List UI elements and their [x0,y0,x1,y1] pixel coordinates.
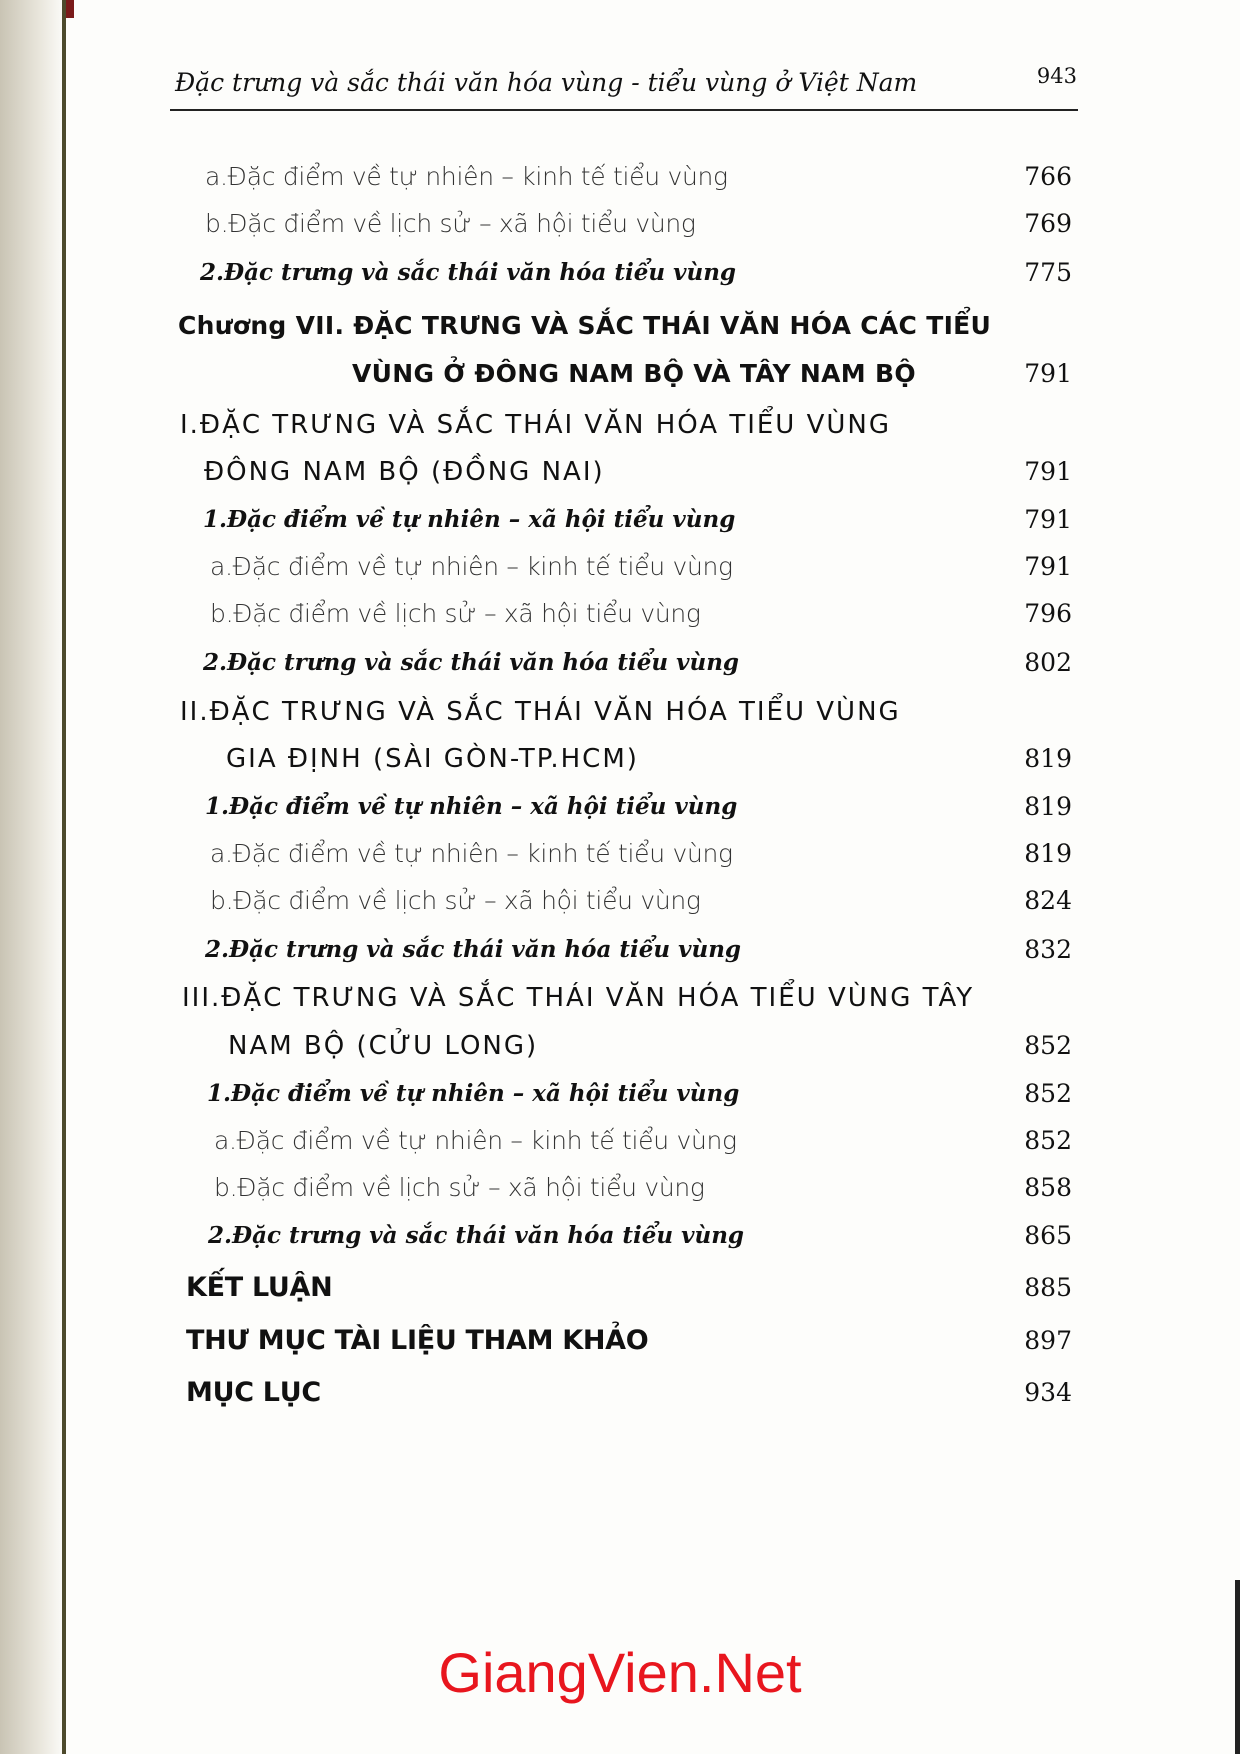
toc-entry-page: 852 [1024,1079,1072,1108]
toc-entry-title: 1.Đặc điểm về tự nhiên – xã hội tiểu vùng [205,793,738,820]
toc-section-heading[interactable] [0,403,1240,447]
toc-entry[interactable] [0,879,1240,923]
toc-section-title: GIA ĐỊNH (SÀI GÒN-TP.HCM) [226,744,639,774]
toc-entry-title: b.Đặc điểm về lịch sử – xã hội tiểu vùng [214,1173,705,1202]
toc-entry[interactable] [0,202,1240,246]
watermark: GiangVien.Net [438,1641,802,1704]
toc-entry-title: a.Đặc điểm về tự nhiên – kinh tế tiểu vùng [210,552,733,581]
running-header-title: Đặc trưng và sắc thái văn hóa vùng - tiểu vùng ở Việt Nam [175,68,918,97]
toc-entry[interactable] [0,545,1240,589]
toc-entry-title: a.Đặc điểm về tự nhiên – kinh tế tiểu vùng [210,839,733,868]
toc-entry-page: 791 [1024,359,1072,388]
toc-entry-page: 769 [1024,209,1072,238]
toc-entry-title: b.Đặc điểm về lịch sử – xã hội tiểu vùng [210,886,701,915]
toc-entry-page: 819 [1024,839,1072,868]
toc-entry[interactable] [0,928,1240,972]
toc-section-title: I.ĐẶC TRƯNG VÀ SẮC THÁI VĂN HÓA TIỂU VÙNG [180,410,892,440]
toc-entry-page: 819 [1024,792,1072,821]
toc-entry-page: 852 [1024,1031,1072,1060]
toc-entry[interactable] [0,1119,1240,1163]
toc-entry-title: b.Đặc điểm về lịch sử – xã hội tiểu vùng [205,209,696,238]
toc-section-heading[interactable] [0,976,1240,1020]
toc-entry-title: 1.Đặc điểm về tự nhiên – xã hội tiểu vùng [207,1080,740,1107]
toc-section-title: ĐÔNG NAM BỘ (ĐỒNG NAI) [204,457,605,487]
toc-entry[interactable] [0,832,1240,876]
toc-entry-title: a.Đặc điểm về tự nhiên – kinh tế tiểu vùng [214,1126,737,1155]
toc-entry-page: 766 [1024,162,1072,191]
toc-entry[interactable] [0,1072,1240,1116]
toc-entry-title: a.Đặc điểm về tự nhiên – kinh tế tiểu vùng [205,162,728,191]
toc-entry-page: 819 [1024,744,1072,773]
toc-entry-page: 824 [1024,886,1072,915]
toc-chapter-title: Chương VII. ĐẶC TRƯNG VÀ SẮC THÁI VĂN HÓA CÁC TIỂU [178,311,992,340]
toc-chapter-heading[interactable] [0,352,1240,396]
toc-section-title: NAM BỘ (CỬU LONG) [228,1031,539,1061]
toc-end-title: KẾT LUẬN [186,1272,333,1303]
toc-section-heading[interactable] [0,1024,1240,1068]
toc-entry[interactable] [0,498,1240,542]
toc-entry-page: 885 [1024,1273,1072,1302]
toc-chapter-heading[interactable] [0,304,1240,348]
toc-entry-title: 2.Đặc trưng và sắc thái văn hóa tiểu vùng [205,936,742,963]
toc-entry-page: 802 [1024,648,1072,677]
toc-entry-page: 858 [1024,1173,1072,1202]
toc-entry-title: 2.Đặc trưng và sắc thái văn hóa tiểu vùng [200,259,737,286]
toc-section-heading[interactable] [0,690,1240,734]
toc-entry-title: 1.Đặc điểm về tự nhiên – xã hội tiểu vùng [203,506,736,533]
toc-section-heading[interactable] [0,450,1240,494]
toc-entry-page: 832 [1024,935,1072,964]
toc-entry-page: 934 [1024,1378,1072,1407]
toc-entry-page: 796 [1024,599,1072,628]
toc-entry-page: 775 [1024,258,1072,287]
toc-end-entry[interactable] [0,1319,1240,1363]
toc-entry-title: 2.Đặc trưng và sắc thái văn hóa tiểu vùng [203,649,740,676]
toc-section-heading[interactable] [0,737,1240,781]
toc-entry-page: 865 [1024,1221,1072,1250]
toc-entry-page: 791 [1024,505,1072,534]
toc-chapter-title: VÙNG Ở ĐÔNG NAM BỘ VÀ TÂY NAM BỘ [352,359,916,388]
page-number: 943 [1036,64,1077,88]
toc-entry[interactable] [0,785,1240,829]
toc-entry-title: b.Đặc điểm về lịch sử – xã hội tiểu vùng [210,599,701,628]
toc-entry[interactable] [0,155,1240,199]
toc-entry[interactable] [0,1214,1240,1258]
toc-end-entry[interactable] [0,1371,1240,1415]
toc-end-entry[interactable] [0,1266,1240,1310]
toc-section-title: III.ĐẶC TRƯNG VÀ SẮC THÁI VĂN HÓA TIỂU VÙNG TÂY [182,983,975,1013]
toc-entry[interactable] [0,251,1240,295]
toc-entry[interactable] [0,641,1240,685]
toc-end-title: MỤC LỤC [186,1377,321,1408]
toc-entry[interactable] [0,592,1240,636]
toc-entry-title: 2.Đặc trưng và sắc thái văn hóa tiểu vùng [208,1222,745,1249]
toc-entry-page: 791 [1024,552,1072,581]
toc-entry-page: 852 [1024,1126,1072,1155]
toc-end-title: THƯ MỤC TÀI LIỆU THAM KHẢO [186,1325,649,1356]
toc-entry-page: 897 [1024,1326,1072,1355]
toc-section-title: II.ĐẶC TRƯNG VÀ SẮC THÁI VĂN HÓA TIỂU VÙNG [180,697,901,727]
toc-entry-page: 791 [1024,457,1072,486]
toc-entry[interactable] [0,1166,1240,1210]
